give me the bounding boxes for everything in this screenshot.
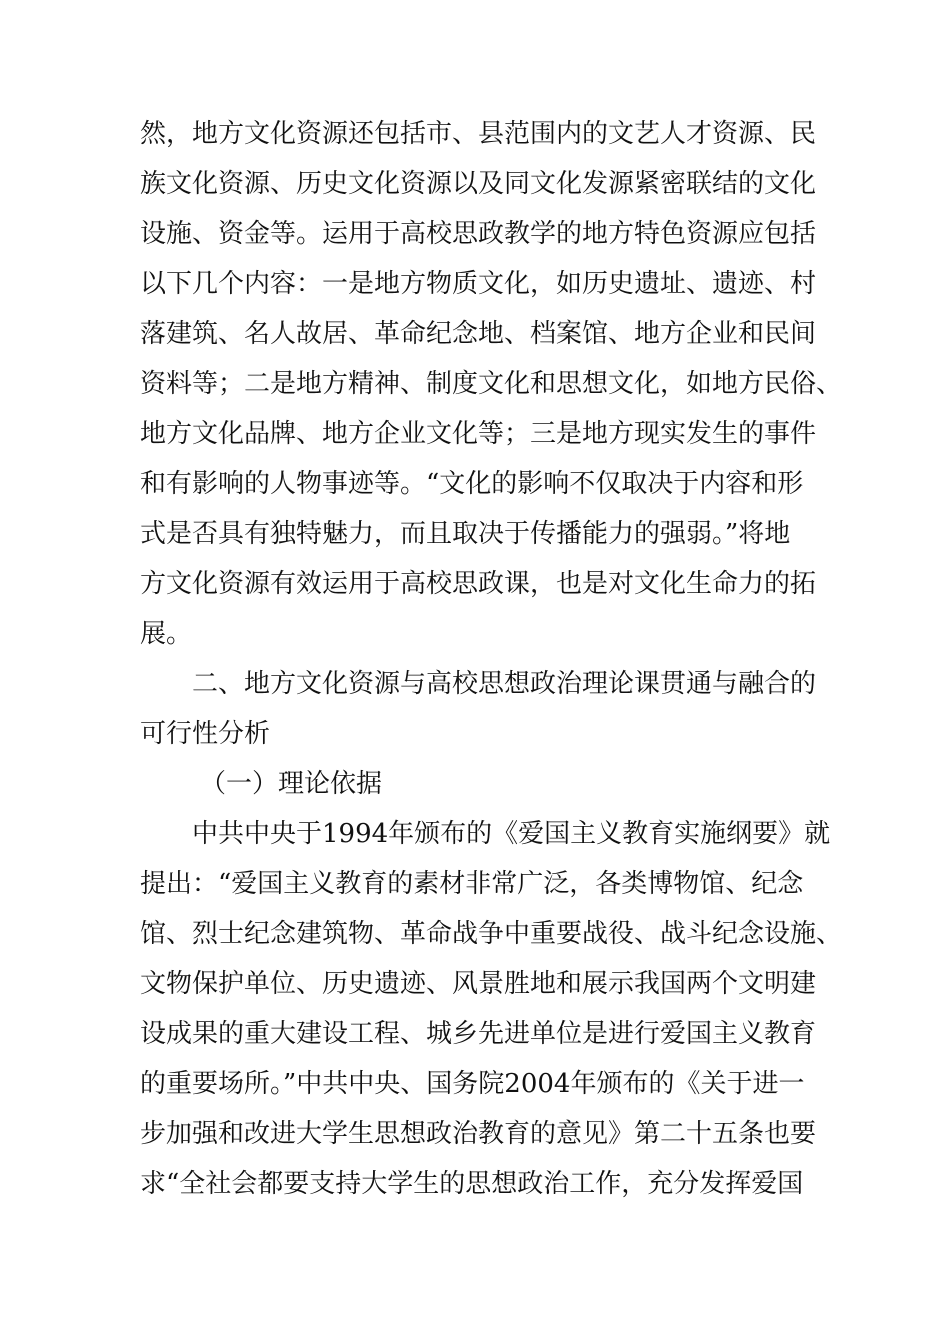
text-line: 步加强和改进大学生思想政治教育的意见》第二十五条也要 (140, 1119, 817, 1149)
text-line: 地方文化品牌、地方企业文化等；三是地方现实发生的事件 (140, 419, 817, 449)
text-line: 方文化资源有效运用于高校思政课，也是对文化生命力的拓 (140, 569, 817, 599)
text-line: 资料等；二是地方精神、制度文化和思想文化，如地方民俗、 (140, 369, 843, 399)
section-heading: 二、地方文化资源与高校思想政治理论课贯通与融合的 (192, 669, 817, 699)
text-line: 式是否具有独特魅力，而且取决于传播能力的强弱。”将地 (140, 519, 791, 549)
text-line: 展。 (140, 619, 193, 649)
text-line: 族文化资源、历史文化资源以及同文化发源紧密联结的文化 (140, 169, 817, 199)
text-line: 的重要场所。”中共中央、国务院2004年颁布的《关于进一 (140, 1069, 805, 1099)
text-line: 中共中央于1994年颁布的《爱国主义教育实施纲要》就 (192, 819, 831, 849)
text-line: 然，地方文化资源还包括市、县范围内的文艺人才资源、民 (140, 119, 817, 149)
text-line: 设施、资金等。运用于高校思政教学的地方特色资源应包括 (140, 219, 817, 249)
section-heading-continued: 可行性分析 (140, 719, 271, 749)
text-line: 以下几个内容：一是地方物质文化，如历史遗址、遗迹、村 (140, 269, 817, 299)
text-line: 馆、烈士纪念建筑物、革命战争中重要战役、战斗纪念设施、 (140, 919, 843, 949)
text-line: 求“全社会都要支持大学生的思想政治工作，充分发挥爱国 (140, 1169, 804, 1199)
text-line: 和有影响的人物事迹等。“文化的影响不仅取决于内容和形 (140, 469, 804, 499)
text-line: 提出：“爱国主义教育的素材非常广泛，各类博物馆、纪念 (140, 869, 804, 899)
text-line: 设成果的重大建设工程、城乡先进单位是进行爱国主义教育 (140, 1019, 817, 1049)
text-line: 落建筑、名人故居、革命纪念地、档案馆、地方企业和民间 (140, 319, 817, 349)
subsection-heading: （一）理论依据 (200, 769, 383, 799)
text-line: 文物保护单位、历史遗迹、风景胜地和展示我国两个文明建 (140, 969, 817, 999)
